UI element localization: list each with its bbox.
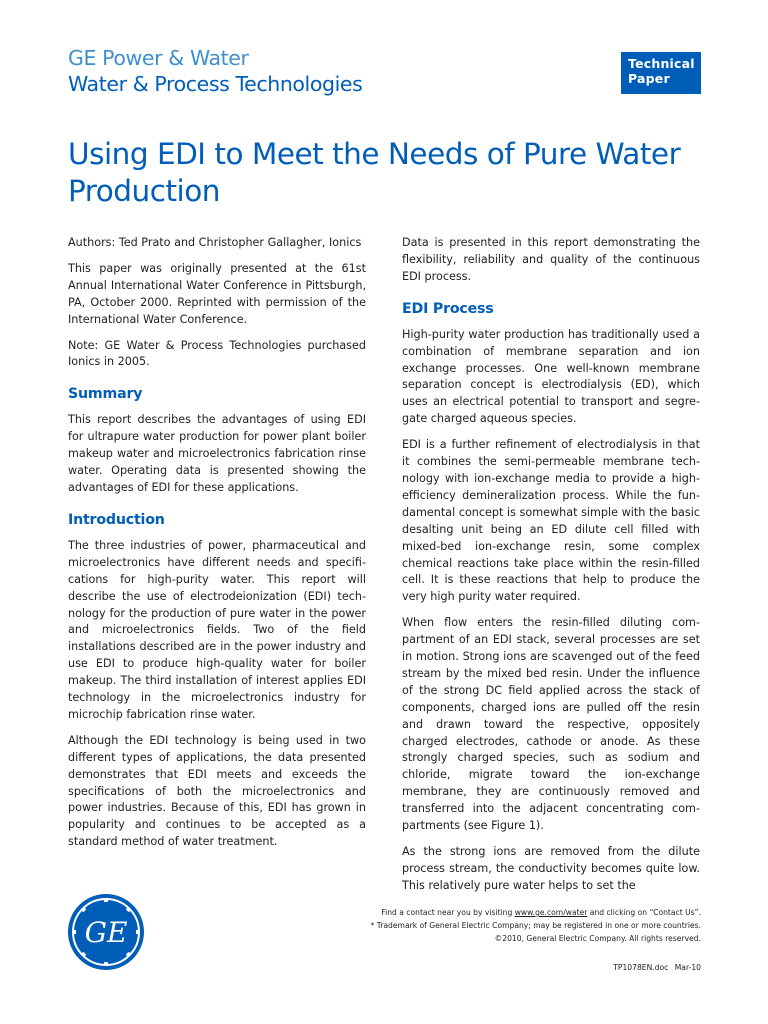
edi-paragraph-4: As the strong ions are removed from the dilute process stream, the conductivity becomes quite low. This relatively pure water helps to set the [402, 845, 700, 892]
header-company: GE Power & Water [68, 46, 249, 70]
document-reference [613, 963, 701, 973]
logo-text: GE [84, 916, 128, 949]
summary-heading: Summary [68, 386, 143, 403]
left-column [68, 235, 366, 860]
edi-paragraph-2: EDI is a further refinement of electrodialysis in that it combines the semi-permeable membrane technology with ion-exchange media to provide a high-efficiency demineralization process. While the fundamental concept is somewhat simple with the basic desalting unit being an ED dilute cell filled with mixed-bed ion-exchange resin, some complex chemical reactions take place within the resin-filled cell. It is these reactions that help to produce the very high purity water required. [402, 438, 700, 604]
ge-logo [67, 893, 145, 971]
authors-line: Authors: Ted Prato and Christopher Gallagher, Ionics [68, 236, 362, 249]
document-date: Mar-10 [674, 963, 701, 972]
edi-paragraph-3: When flow enters the resin-filled diluting compartment of an EDI stack, several processes are set in motion. Strong ions are scavenged out of the feed stream by the mixed bed resin. Under the influence of the strong DC field applied across the stack of components, charged ions are pulled off the resin and drawn toward the respective, oppositely charged electrodes, cathode or anode. As these strongly charged species, such as sodium and chloride, migrate toward the ion-exchange membrane, they are continuously removed and transferred into the adjacent concentrating compartments (see Figure 1). [402, 616, 700, 833]
page-title: Using EDI to Meet the Needs of Pure Water Production [68, 137, 681, 208]
contact-suffix: and clicking on “Contact Us”. [587, 908, 701, 917]
contact-line [281, 907, 701, 920]
badge-line-1: Technical [628, 56, 695, 71]
footer-notes [281, 907, 701, 945]
note-paragraph: Note: GE Water & Process Technologies purchased Ionics in 2005. [68, 338, 366, 369]
document-id: TP1078EN.doc [613, 963, 669, 972]
technical-paper-badge [621, 52, 701, 94]
trademark-line: * Trademark of General Electric Company; may be registered in one or more countries. [370, 920, 701, 930]
introduction-paragraph-1: The three industries of power, pharmaceutical and microelectronics have different needs and specifications for high-purity water. This report will describe the use of electrodeionization (EDI) technology for the production of pure water in the power and microelectronics fields. Two of the field installations described are in the power industry and use EDI to produce high-quality water for boiler makeup. The third installation of interest applies EDI technology in the microelectronics industry for microchip fabrication rinse water. [68, 538, 366, 721]
ge-monogram-icon [67, 893, 145, 971]
badge-line-2: Paper [628, 71, 670, 86]
edi-paragraph-1: High-purity water production has traditionally used a combination of membrane separation and ion exchange processes. One well-known membrane separation concept is electrodialysis (ED), which uses an electrical potential to transport and segregate charged aqueous species. [402, 327, 700, 426]
summary-paragraph: This report describes the advantages of using EDI for ultrapure water production for power plant boiler makeup water and microelectronics fabrication rinse water. Operating data is presented showing the advantages of EDI for these applications. [68, 413, 366, 494]
right-column [402, 235, 700, 904]
presented-paragraph: This paper was originally presented at the 61st Annual International Water Conference in Pittsburgh, PA, October 2000. Reprinted with permission of the International Water Conference. [68, 261, 366, 326]
introduction-paragraph-2: Although the EDI technology is being used in two different types of applications, the data presented demonstrates that EDI meets and exceeds the specifications of both the microelectronics and power industries. Because of this, EDI has grown in popularity and continues to be accepted as a standard method of water treatment. [68, 733, 366, 849]
introduction-heading: Introduction [68, 511, 165, 528]
data-paragraph: Data is presented in this report demonstrating the flexibility, reliability and quality of the continuous EDI process. [402, 236, 700, 283]
header-division: Water & Process Technologies [68, 72, 363, 96]
copyright-line: ©2010, General Electric Company. All rights reserved. [494, 933, 701, 943]
contact-link[interactable]: www.ge.com/water [514, 908, 588, 917]
contact-prefix: Find a contact near you by visiting [381, 908, 515, 917]
edi-process-heading: EDI Process [402, 300, 494, 317]
